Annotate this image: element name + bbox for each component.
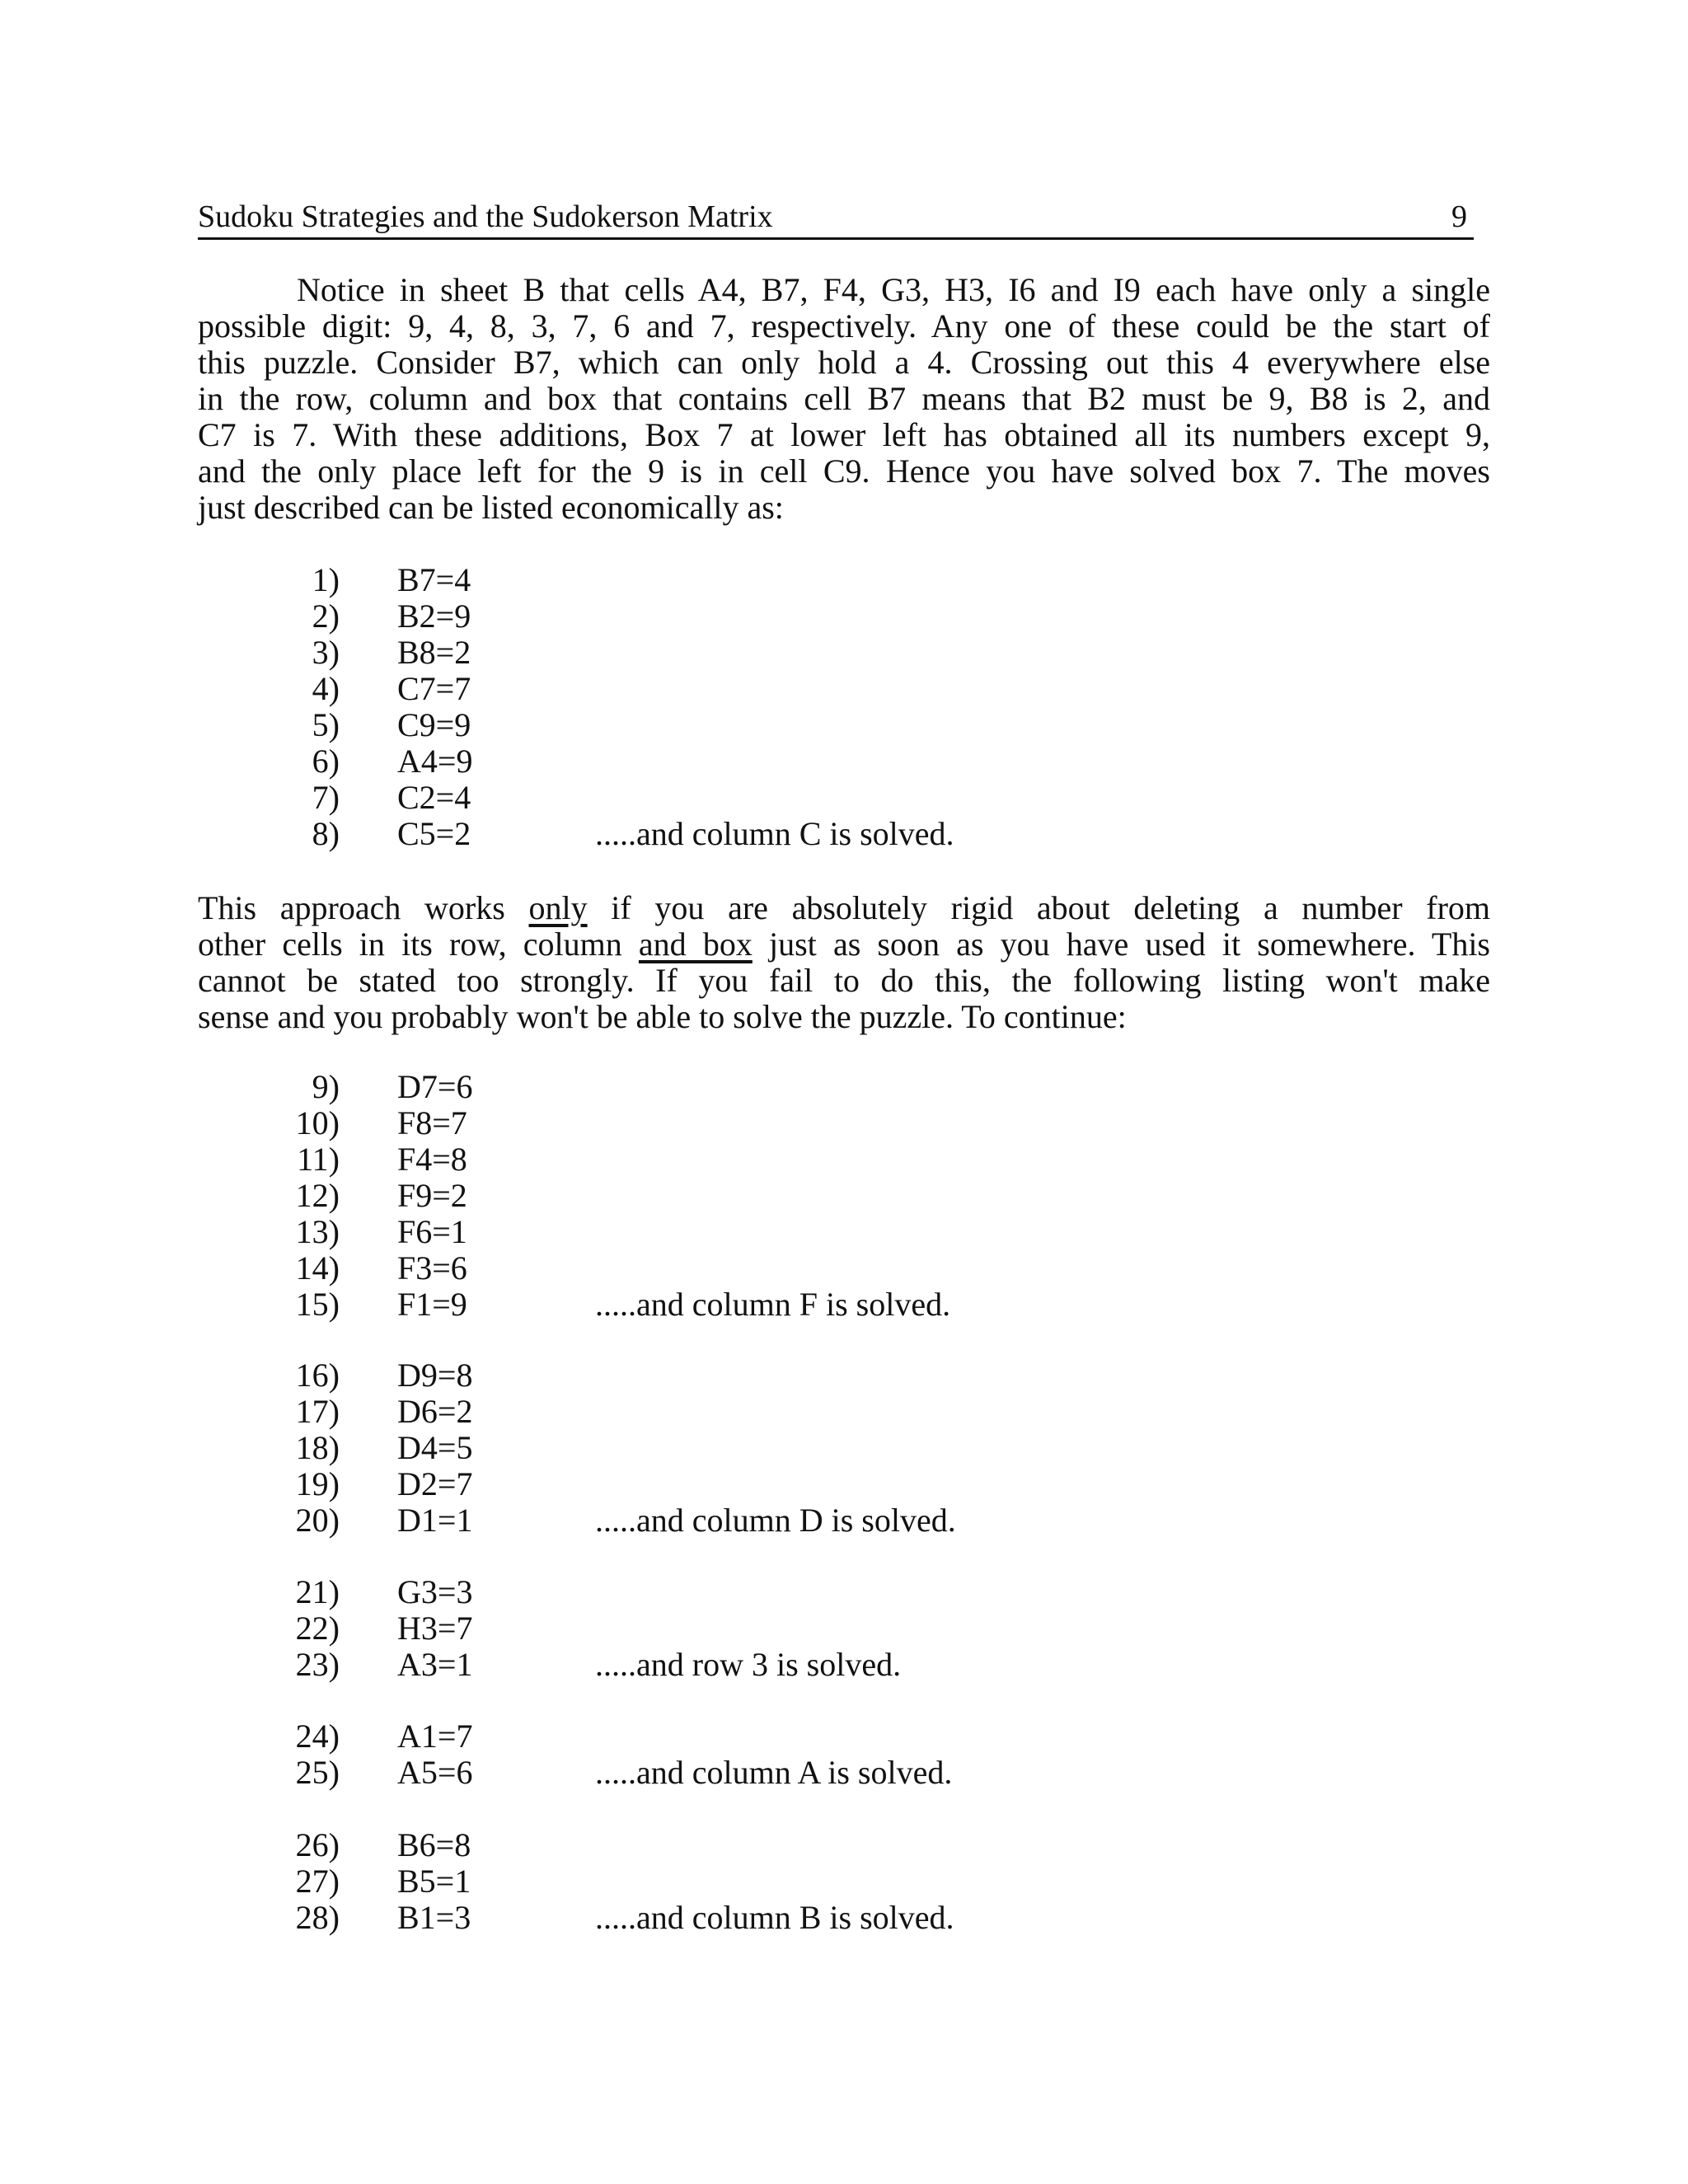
page-number: 9 <box>1451 199 1467 234</box>
step-move: G3=3 <box>397 1573 473 1610</box>
step-move: B7=4 <box>397 561 471 598</box>
step-list-6 <box>198 1827 1490 1936</box>
step-number: 7) <box>312 779 340 816</box>
step-row <box>198 1647 1490 1683</box>
step-move: F1=9 <box>397 1286 467 1323</box>
step-number: 11) <box>297 1141 340 1178</box>
step-row <box>198 1755 1490 1791</box>
step-row <box>198 1900 1490 1936</box>
paragraph-line: this puzzle. Consider B7, which can only hold a 4. Crossing out this 4 everywhere else <box>198 344 1490 381</box>
step-number: 16) <box>295 1357 340 1394</box>
step-row <box>198 1214 1490 1250</box>
step-move: C7=7 <box>397 670 471 707</box>
step-row <box>198 780 1490 816</box>
step-move: B2=9 <box>397 598 471 635</box>
step-row <box>198 816 1490 852</box>
step-row <box>198 1502 1490 1539</box>
step-move: F4=8 <box>397 1141 467 1178</box>
step-move: H3=7 <box>397 1610 473 1647</box>
step-number: 12) <box>295 1177 340 1214</box>
paragraph-line: cannot be stated too strongly. If you fail to do this, the following listing won't make <box>198 962 1490 999</box>
paragraph-line <box>198 926 1490 963</box>
step-number: 18) <box>295 1429 340 1466</box>
step-number: 14) <box>295 1249 340 1286</box>
step-row <box>198 1069 1490 1105</box>
paragraph-line: sense and you probably won't be able to solve the puzzle. To continue: <box>198 998 1127 1035</box>
text-run: if you are absolutely rigid about deleting a number from <box>587 889 1491 926</box>
paragraph-line: in the row, column and box that contains cell B7 means that B2 must be 9, B8 is 2, and <box>198 380 1490 417</box>
step-move: C5=2 <box>397 815 471 852</box>
step-number: 1) <box>312 561 340 598</box>
step-row <box>198 1394 1490 1430</box>
step-list-5 <box>198 1718 1490 1791</box>
paragraph-intro <box>198 272 1490 526</box>
step-number: 20) <box>295 1502 340 1539</box>
step-number: 3) <box>312 634 340 671</box>
step-number: 8) <box>312 815 340 852</box>
step-move: D6=2 <box>397 1393 473 1430</box>
step-move: B8=2 <box>397 634 471 671</box>
step-move: A5=6 <box>397 1754 473 1791</box>
step-row <box>198 562 1490 598</box>
step-row <box>198 1286 1490 1323</box>
paragraph-line: and the only place left for the 9 is in cell C9. Hence you have solved box 7. The moves <box>198 452 1490 490</box>
step-number: 26) <box>295 1826 340 1863</box>
step-number: 27) <box>295 1863 340 1900</box>
step-move: C2=4 <box>397 779 471 816</box>
step-row <box>198 1178 1490 1214</box>
step-move: B5=1 <box>397 1863 471 1900</box>
step-row <box>198 1827 1490 1863</box>
step-move: F8=7 <box>397 1104 467 1141</box>
step-move: D9=8 <box>397 1357 473 1394</box>
step-list-3 <box>198 1357 1490 1539</box>
step-move: D2=7 <box>397 1465 473 1502</box>
step-number: 23) <box>295 1646 340 1683</box>
step-move: C9=9 <box>397 706 471 743</box>
running-header <box>198 196 1474 240</box>
step-note: .....and column B is solved. <box>595 1899 954 1936</box>
step-list-1 <box>198 562 1490 852</box>
step-number: 5) <box>312 706 340 743</box>
step-number: 10) <box>295 1104 340 1141</box>
step-row <box>198 1357 1490 1394</box>
step-number: 19) <box>295 1465 340 1502</box>
step-number: 24) <box>295 1718 340 1755</box>
step-number: 2) <box>312 598 340 635</box>
step-move: D7=6 <box>397 1068 473 1105</box>
paragraph-line <box>198 890 1490 926</box>
text-run: other cells in its row, column <box>198 926 639 963</box>
step-move: D1=1 <box>397 1502 473 1539</box>
step-row <box>198 1430 1490 1466</box>
step-number: 17) <box>295 1393 340 1430</box>
step-move: A1=7 <box>397 1718 473 1755</box>
step-row <box>198 1718 1490 1755</box>
step-number: 22) <box>295 1610 340 1647</box>
step-row <box>198 1105 1490 1141</box>
step-row <box>198 1250 1490 1286</box>
paragraph-warning <box>198 890 1490 1035</box>
step-number: 21) <box>295 1573 340 1610</box>
step-note: .....and row 3 is solved. <box>595 1646 902 1683</box>
step-row <box>198 671 1490 707</box>
step-number: 28) <box>295 1899 340 1936</box>
text-run: just as soon as you have used it somewhere. This <box>752 926 1490 963</box>
step-move: B6=8 <box>397 1826 471 1863</box>
step-move: F3=6 <box>397 1249 467 1286</box>
step-number: 25) <box>295 1754 340 1791</box>
step-move: F6=1 <box>397 1213 467 1250</box>
step-move: F9=2 <box>397 1177 467 1214</box>
step-row <box>198 635 1490 671</box>
step-row <box>198 1610 1490 1647</box>
step-move: A4=9 <box>397 743 473 780</box>
step-note: .....and column C is solved. <box>595 815 954 852</box>
header-title: Sudoku Strategies and the Sudokerson Matrix <box>198 199 773 234</box>
step-row <box>198 1141 1490 1178</box>
step-note: .....and column D is solved. <box>595 1502 956 1539</box>
step-number: 6) <box>312 743 340 780</box>
paragraph-line: C7 is 7. With these additions, Box 7 at lower left has obtained all its numbers except 9, <box>198 416 1490 453</box>
step-row <box>198 598 1490 635</box>
step-number: 15) <box>295 1286 340 1323</box>
underlined-and-box: and box <box>638 926 753 963</box>
step-list-4 <box>198 1574 1490 1683</box>
step-note: .....and column F is solved. <box>595 1286 951 1323</box>
step-note: .....and column A is solved. <box>595 1754 953 1791</box>
step-move: D4=5 <box>397 1429 473 1466</box>
underlined-only: only <box>528 889 588 926</box>
step-row <box>198 1466 1490 1502</box>
step-number: 4) <box>312 670 340 707</box>
step-row <box>198 1574 1490 1610</box>
paragraph-line: possible digit: 9, 4, 8, 3, 7, 6 and 7, respectively. Any one of these could be the start of <box>198 307 1490 344</box>
step-row <box>198 1863 1490 1900</box>
step-move: B1=3 <box>397 1899 471 1936</box>
step-number: 13) <box>295 1213 340 1250</box>
step-number: 9) <box>312 1068 340 1105</box>
step-move: A3=1 <box>397 1646 473 1683</box>
paragraph-line: just described can be listed economically as: <box>198 489 784 526</box>
text-run: This approach works <box>198 889 529 926</box>
step-list-2 <box>198 1069 1490 1323</box>
step-row <box>198 707 1490 743</box>
step-row <box>198 743 1490 780</box>
paragraph-line: Notice in sheet B that cells A4, B7, F4, G3, H3, I6 and I9 each have only a single <box>297 271 1490 308</box>
